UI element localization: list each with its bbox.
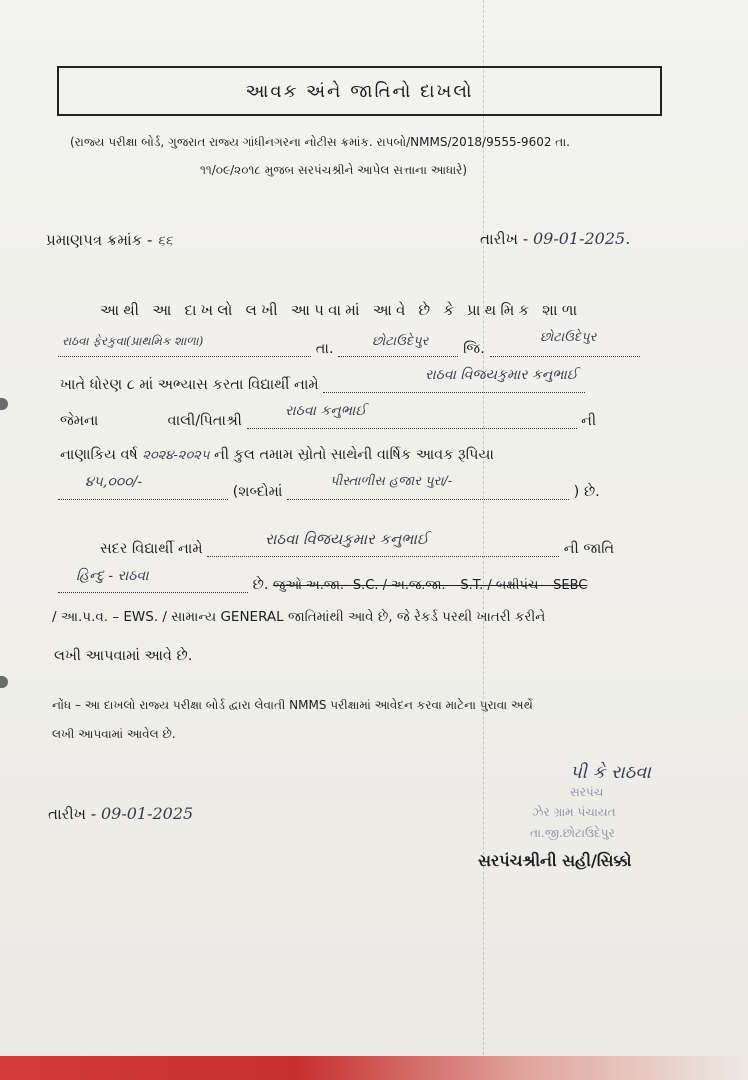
issue-date-value: 09-01-2025. bbox=[532, 229, 631, 248]
che-label: છે. bbox=[252, 577, 269, 593]
district-label: જિ. bbox=[463, 341, 485, 357]
caste-options-1: જુઓ અ.જા.- S.C. / અ.જ.જા. – S.T. / બક્ષીપંચ – SEBC bbox=[273, 578, 588, 593]
para2-prefix: સદર વિદ્યાર્થી નામે bbox=[100, 541, 203, 557]
stamp-line-3: તા.જી.છોટાઉદેપુર bbox=[530, 826, 615, 840]
student-prefix: ખાતે ધોરણ ૮ માં અભ્યાસ કરતા વિદ્યાર્થી નામે bbox=[60, 377, 319, 393]
para2-student-value: રાઠવા વિજયકુમાર કનુભાઈ bbox=[265, 530, 429, 548]
district-value: છોટાઉદેપુર bbox=[540, 330, 597, 345]
student-name-value: રાઠવા વિજયકુમાર કનુભાઈ bbox=[425, 367, 578, 383]
year-prefix: નાણાકિય વર્ષ bbox=[60, 447, 138, 463]
note-line-1: નોંધ – આ દાખલો રાજ્ય પરીક્ષા બોર્ડ દ્વારા લેવાતી NMMS પરીક્ષામાં આવેદન કરવા માટેના પુરાવા અર્થે bbox=[52, 698, 533, 712]
caste-label: ની જાતિ bbox=[563, 541, 615, 557]
para1-line1: આથી આ દાખલો લખી આપવામાં આવે છે કે પ્રાથમિક શાળા bbox=[100, 301, 582, 319]
bottom-date-value: 09-01-2025 bbox=[100, 804, 194, 823]
para2-line4: લખી આપવામાં આવે છે. bbox=[54, 648, 193, 664]
school-name-value: રાઠવા ફેરકુવા(પ્રાથમિક શાળા) bbox=[62, 334, 204, 348]
issue-date bbox=[480, 229, 630, 248]
year-suffix: ની કુલ તમામ સ્રોતો સાથેની વાર્ષિક આવક રૂપિયા bbox=[214, 447, 494, 463]
certificate-number-label: પ્રમાણપત્ર ક્રમાંક - bbox=[46, 231, 158, 249]
taluka-label: તા. bbox=[315, 341, 334, 357]
jemna-label: જેમના bbox=[60, 413, 99, 429]
stamp-line-2: ઝેર ગ્રામ પંચાયત bbox=[532, 805, 616, 819]
subtitle-line-1: (રાજ્ય પરીક્ષા બોર્ડ, ગુજરાત રાજ્ય ગાંધીનગરના નોટીસ ક્રમાંક. રાપબો/NMMS/2018/9555-9602 તા. bbox=[70, 135, 570, 149]
para2-line3: / આ.પ.વ. – EWS. / સામાન્ય GENERAL જાતિમાંથી આવે છે, જે રેકર્ડ પરથી ખાતરી કરીને bbox=[52, 609, 546, 625]
bottom-date-label: તારીખ - bbox=[48, 805, 101, 823]
para1-line5 bbox=[60, 447, 494, 463]
caste-value: હિન્દુ - રાઠવા bbox=[76, 568, 149, 584]
bottom-date bbox=[48, 804, 193, 823]
certificate-number-value: ૬૬ bbox=[157, 233, 173, 249]
stamp-line-1: સરપંચ bbox=[570, 785, 604, 799]
certificate-number bbox=[46, 231, 173, 249]
subtitle-line-2: ૧૧/૦૯/૨૦૧૮ મુજબ સરપંચશ્રીને આપેલ સત્તાના આધારે) bbox=[200, 163, 468, 177]
ni-label: ની bbox=[581, 413, 597, 429]
income-words-value: પીસ્તાળીસ હજાર પુરા/- bbox=[330, 474, 453, 489]
financial-year-value: ૨૦૨૪-૨૦૨૫ bbox=[142, 448, 210, 463]
note-line-2: લખી આપવામાં આવેલ છે. bbox=[52, 727, 176, 741]
red-cloth-edge bbox=[0, 1056, 748, 1080]
income-amount-value: ૪૫,૦૦૦/- bbox=[85, 474, 143, 490]
words-label: (શબ્દોમાં bbox=[232, 484, 283, 500]
signature: પી કે રાઠવા bbox=[570, 762, 651, 783]
issue-date-label: તારીખ - bbox=[480, 230, 533, 248]
taluka-value: છોટાઉદેપુર bbox=[372, 334, 429, 349]
document-title: આવક અંને જાતિનો દાખલો bbox=[57, 66, 662, 116]
sarpanch-sign-label: સરપંચશ્રીની સહી/સિક્કો bbox=[478, 851, 632, 870]
guardian-name-value: રાઠવા કનુભાઈ bbox=[285, 403, 367, 419]
guardian-label: વાલી/પિતાશ્રી bbox=[167, 413, 242, 429]
para1-close: ) છે. bbox=[573, 484, 600, 500]
